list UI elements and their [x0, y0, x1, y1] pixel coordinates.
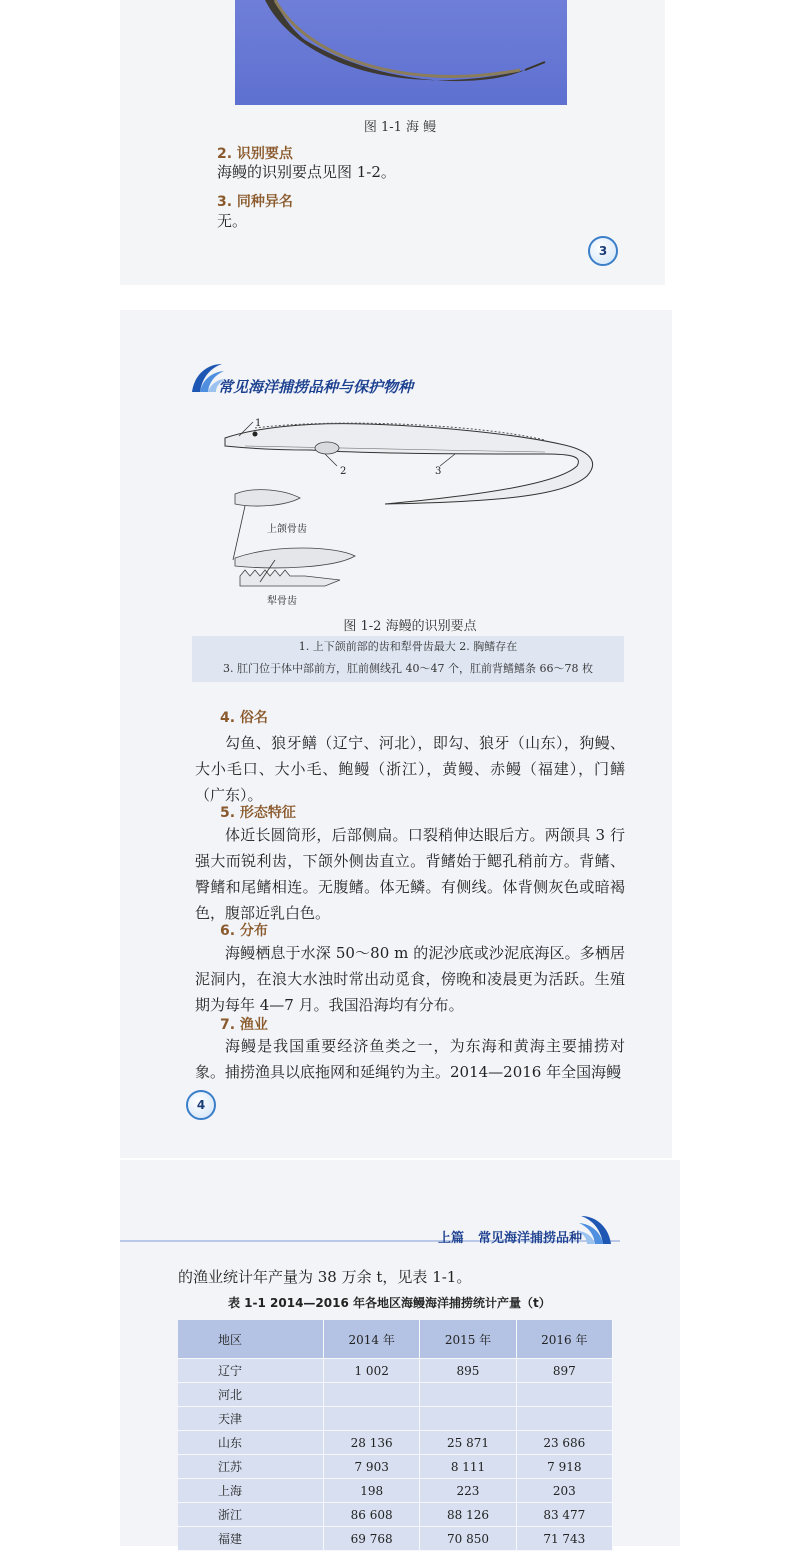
table-row	[178, 1407, 613, 1431]
label-vomer-teeth: 犁骨齿	[267, 596, 297, 607]
value-cell: 897	[516, 1359, 612, 1383]
eel-photo-illustration	[235, 0, 567, 105]
table-row	[178, 1527, 613, 1551]
eel-photo	[235, 0, 567, 105]
region-cell: 辽宁	[178, 1359, 324, 1383]
page-3	[120, 0, 665, 285]
value-cell	[420, 1383, 516, 1407]
table-row	[178, 1383, 613, 1407]
wave-logo-icon	[575, 1212, 615, 1248]
section-6-title: 6. 分布	[220, 923, 268, 939]
figure-1-1-caption: 图 1-1 海 鳗	[363, 120, 437, 135]
value-cell: 28 136	[324, 1431, 420, 1455]
header-book-title: 常见海洋捕捞品种与保护物种	[218, 378, 414, 396]
value-cell: 895	[420, 1359, 516, 1383]
value-cell: 223	[420, 1479, 516, 1503]
value-cell: 70 850	[420, 1527, 516, 1551]
table-row	[178, 1431, 613, 1455]
column-header: 2014 年	[324, 1320, 420, 1359]
key-line-1: 1. 上下颌前部的齿和犁骨齿最大 2. 胸鳍存在	[298, 640, 518, 653]
section-4-title: 4. 俗名	[220, 710, 268, 726]
column-header: 2015 年	[420, 1320, 516, 1359]
identification-key-box	[192, 636, 624, 682]
value-cell: 7 903	[324, 1455, 420, 1479]
section-2-text: 海鳗的识别要点见图 1-2。	[217, 163, 396, 181]
table-row	[178, 1479, 613, 1503]
label-2: 2	[340, 466, 347, 477]
section-2-title: 2. 识别要点	[217, 146, 293, 162]
section-5-paragraph: 体近长圆筒形，后部侧扁。口裂稍伸达眼后方。两颌具 3 行强大而锐利齿，下颌外侧齿直立。背鳍始于鳃孔稍前方。背鳍、臀鳍和尾鳍相连。无腹鳍。体无鳞。有侧线。体背侧灰色或暗褐色，腹部近乳白色。	[195, 826, 625, 922]
section-5-title: 5. 形态特征	[220, 805, 296, 821]
table-header-row	[178, 1320, 613, 1359]
section-4-text	[195, 730, 625, 808]
section-3-title: 3. 同种异名	[217, 194, 293, 210]
value-cell	[516, 1407, 612, 1431]
section-7-title: 7. 渔业	[220, 1017, 268, 1033]
catch-statistics-table	[178, 1320, 613, 1551]
value-cell: 86 608	[324, 1503, 420, 1527]
value-cell: 25 871	[420, 1431, 516, 1455]
eel-identification-diagram	[215, 410, 625, 615]
page-4	[120, 310, 672, 1158]
value-cell: 8 111	[420, 1455, 516, 1479]
table-row	[178, 1455, 613, 1479]
region-cell: 河北	[178, 1383, 324, 1407]
column-header: 2016 年	[516, 1320, 612, 1359]
table-row	[178, 1359, 613, 1383]
label-upper-jaw-teeth: 上颌骨齿	[267, 524, 307, 535]
section-6-paragraph: 海鳗栖息于水深 50～80 m 的泥沙底或沙泥底海区。多栖居泥洞内，在浪大水浊时常出动觅食，傍晚和凌晨更为活跃。生殖期为每年 4—7 月。我国沿海均有分布。	[195, 944, 625, 1014]
section-7-text	[195, 1033, 625, 1085]
section-7-paragraph: 海鳗是我国重要经济鱼类之一，为东海和黄海主要捕捞对象。捕捞渔具以底拖网和延绳钓为主。2014—2016 年全国海鳗	[195, 1037, 625, 1081]
label-1: 1	[255, 418, 262, 429]
value-cell: 1 002	[324, 1359, 420, 1383]
column-header: 地区	[178, 1320, 324, 1359]
table-1-1-title: 表 1-1 2014—2016 年各地区海鳗海洋捕捞统计产量（t）	[228, 1296, 551, 1310]
section-3-text: 无。	[217, 212, 248, 230]
header-section-label: 上篇	[438, 1231, 465, 1246]
figure-1-2-caption: 图 1-2 海鳗的识别要点	[343, 619, 477, 634]
region-cell: 江苏	[178, 1455, 324, 1479]
value-cell	[324, 1407, 420, 1431]
region-cell: 山东	[178, 1431, 324, 1455]
value-cell: 23 686	[516, 1431, 612, 1455]
table-row	[178, 1503, 613, 1527]
section-6-text	[195, 940, 625, 1018]
region-cell: 福建	[178, 1527, 324, 1551]
section-5-text	[195, 822, 625, 926]
region-cell: 浙江	[178, 1503, 324, 1527]
value-cell: 88 126	[420, 1503, 516, 1527]
page-5	[120, 1160, 680, 1546]
value-cell: 198	[324, 1479, 420, 1503]
header-chapter-title: 常见海洋捕捞品种	[478, 1231, 583, 1246]
continued-paragraph: 的渔业统计年产量为 38 万余 t，见表 1-1。	[178, 1268, 472, 1286]
value-cell: 83 477	[516, 1503, 612, 1527]
region-cell: 上海	[178, 1479, 324, 1503]
value-cell	[420, 1407, 516, 1431]
value-cell: 203	[516, 1479, 612, 1503]
region-cell: 天津	[178, 1407, 324, 1431]
value-cell: 69 768	[324, 1527, 420, 1551]
page-number-badge: 3	[588, 236, 618, 266]
eel-line-drawing	[215, 410, 625, 615]
value-cell: 71 743	[516, 1527, 612, 1551]
label-3: 3	[435, 466, 442, 477]
key-line-2: 3. 肛门位于体中部前方，肛前侧线孔 40～47 个，肛前背鳍鳍条 66～78 枚	[223, 662, 593, 675]
table-body	[178, 1359, 613, 1551]
page-number-badge: 4	[186, 1090, 216, 1120]
value-cell	[324, 1383, 420, 1407]
section-4-paragraph: 勾鱼、狼牙鳝（辽宁、河北），即勾、狼牙（山东），狗鳗、大小毛口、大小毛、鲍鳗（浙江），黄鳗、赤鳗（福建），门鳝（广东）。	[195, 734, 625, 804]
value-cell: 7 918	[516, 1455, 612, 1479]
value-cell	[516, 1383, 612, 1407]
